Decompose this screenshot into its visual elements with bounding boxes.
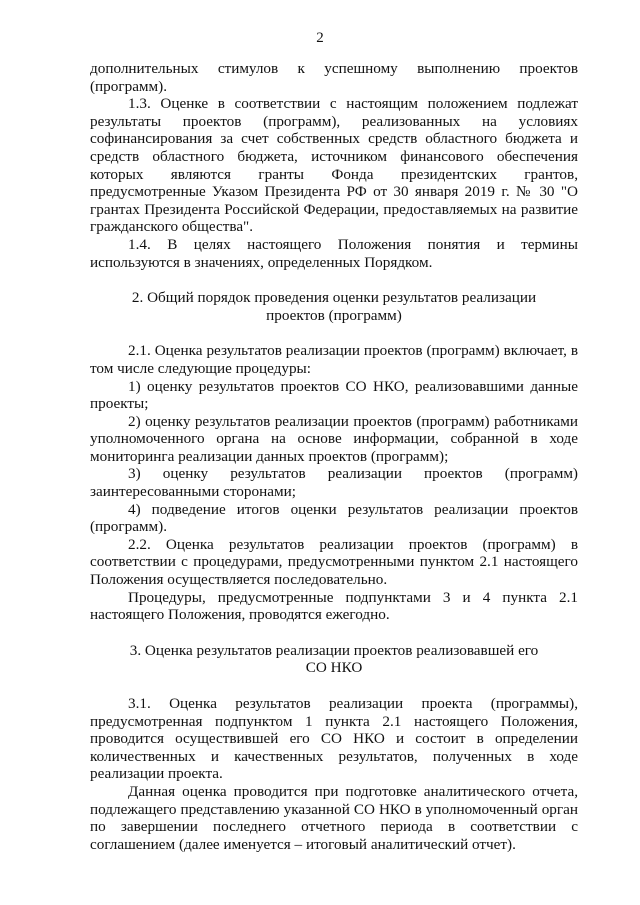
section-2-heading — [90, 289, 578, 324]
section-2-heading-line-2: проектов (программ) — [266, 306, 402, 324]
paragraph-2-1: 2.1. Оценка результатов реализации проектов (программ) включает, в том числе следующие процедуры: — [90, 342, 578, 377]
page-number: 2 — [316, 30, 324, 46]
procedure-item-3: 3) оценку результатов реализации проектов (программ) заинтересованными сторонами; — [90, 465, 578, 501]
procedure-item-4: 4) подведение итогов оценки результатов реализации проектов (программ). — [90, 500, 578, 536]
paragraph-3-1: 3.1. Оценка результатов реализации проекта (программы), предусмотренная подпунктом 1 пункта 2.1 настоящего Положения, проводится осуществившей его СО НКО и состоит в определении количественных и качественных результатов, полученных в ходе реализации проекта. — [90, 695, 578, 783]
paragraph-annual-procedures: Процедуры, предусмотренные подпунктами 3 и 4 пункта 2.1 настоящего Положения, проводятся ежегодно. — [90, 588, 578, 624]
section-3-heading-line-2: СО НКО — [305, 659, 363, 677]
paragraph-analytical-report: Данная оценка проводится при подготовке аналитического отчета, подлежащего представлению указанной СО НКО в уполномоченный орган по завершении последнего отчетного периода в соответствии с соглашением (далее именуется – итоговый аналитический отчет). — [90, 782, 578, 853]
paragraph-1-4: 1.4. В целях настоящего Положения понятия и термины используются в значениях, определенных Порядком. — [90, 235, 578, 271]
paragraph-continuation: дополнительных стимулов к успешному выполнению проектов (программ). — [90, 60, 578, 95]
section-3-heading — [90, 642, 578, 677]
section-3-heading-line-1: 3. Оценка результатов реализации проектов реализовавшей его — [129, 641, 539, 659]
paragraph-1-3: 1.3. Оценке в соответствии с настоящим положением подлежат результаты проектов (программ), реализованных на условиях софинансирования за счет собственных средств областного бюджета и средств областного бюджета, источником финансового обеспечения которых являются гранты Фонда президентских грантов, предусмотренные Указом Президента РФ от 30 января 2019 г. № 30 "О грантах Президента Российской Федерации, предоставляемых на развитие гражданского общества". — [90, 95, 578, 236]
document-body — [90, 60, 578, 853]
paragraph-2-2: 2.2. Оценка результатов реализации проектов (программ) в соответствии с процедурами, предусмотренными пунктом 2.1 настоящего Положения осуществляется последовательно. — [90, 535, 578, 589]
section-2-heading-line-1: 2. Общий порядок проведения оценки результатов реализации — [131, 289, 537, 307]
procedure-item-2: 2) оценку результатов реализации проектов (программ) работниками уполномоченного органа на основе информации, собранной в ходе мониторинга реализации данных проектов (программ); — [90, 412, 578, 465]
procedure-item-1: 1) оценку результатов проектов СО НКО, реализовавшими данные проекты; — [90, 377, 578, 413]
